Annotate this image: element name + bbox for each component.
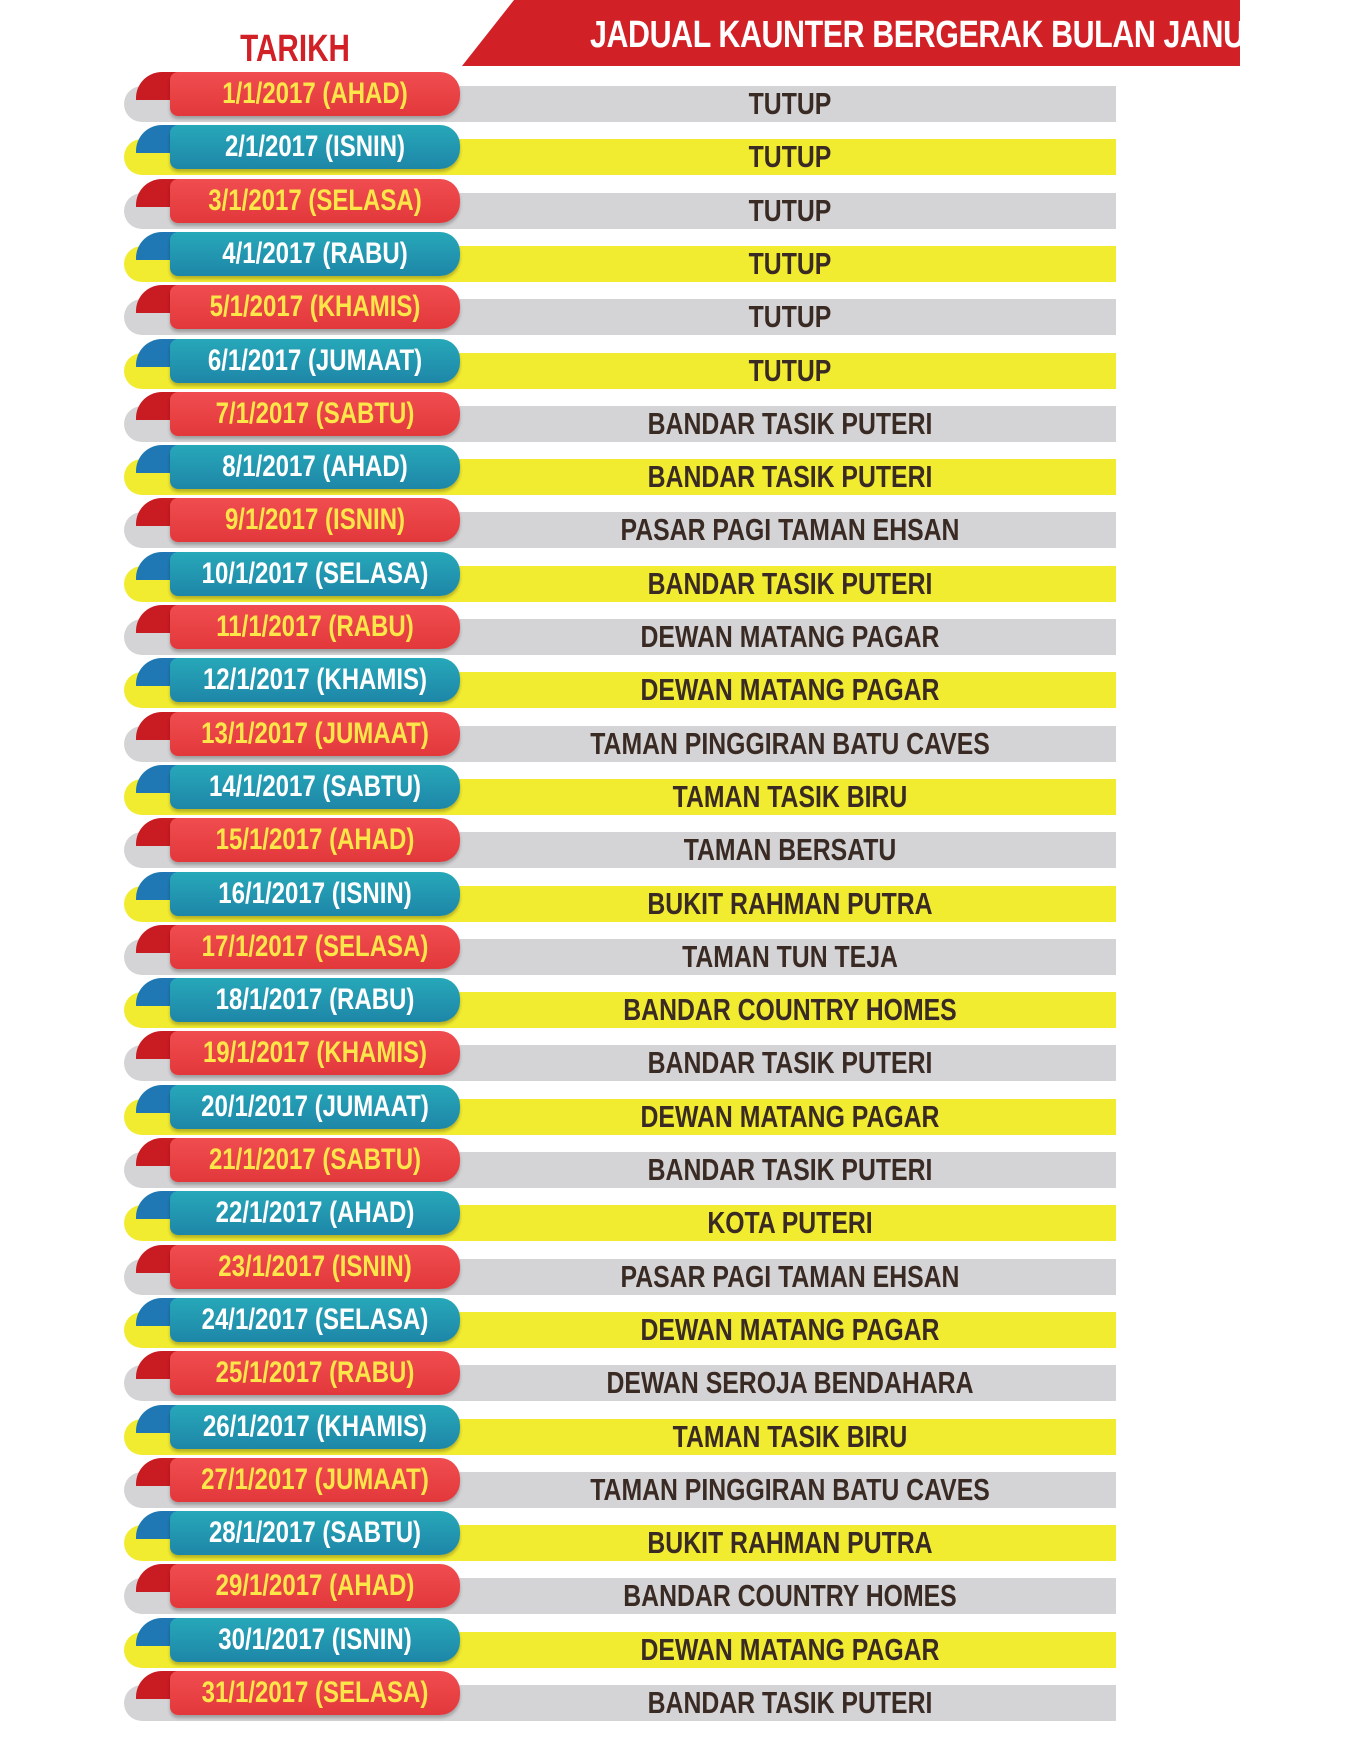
location-label: TAMAN BERSATU: [683, 832, 897, 868]
location-label: TAMAN PINGGIRAN BATU CAVES: [590, 1471, 990, 1507]
date-label: 21/1/2017 (SABTU): [208, 1143, 422, 1176]
location-label: BANDAR COUNTRY HOMES: [623, 992, 957, 1028]
location-label: BANDAR TASIK PUTERI: [647, 565, 933, 601]
location-label: TUTUP: [748, 139, 832, 175]
schedule-row: [0, 283, 1240, 336]
location-label: TUTUP: [748, 352, 832, 388]
location-label: BANDAR TASIK PUTERI: [647, 459, 933, 495]
date-label: 22/1/2017 (AHAD): [215, 1196, 415, 1230]
date-label: 7/1/2017 (SABTU): [215, 396, 415, 430]
schedule-row: [0, 550, 1240, 603]
date-label: 23/1/2017 (ISNIN): [218, 1249, 412, 1283]
schedule-row: [0, 123, 1240, 176]
date-label: 27/1/2017 (JUMAAT): [201, 1462, 429, 1496]
location-label: DEWAN MATANG PAGAR: [640, 1631, 940, 1667]
date-label: 3/1/2017 (SELASA): [208, 183, 422, 217]
location-label: TAMAN TUN TEJA: [682, 938, 898, 974]
schedule-row: [0, 1083, 1240, 1136]
location-label: TAMAN TASIK BIRU: [672, 778, 908, 814]
date-label: 30/1/2017 (ISNIN): [218, 1622, 412, 1656]
date-label: 8/1/2017 (AHAD): [222, 450, 408, 484]
location-label: TUTUP: [748, 245, 832, 281]
location-label: BUKIT RAHMAN PUTRA: [647, 885, 933, 921]
schedule-row: [0, 337, 1240, 390]
location-label: PASAR PAGI TAMAN EHSAN: [620, 1258, 960, 1294]
date-label: 2/1/2017 (ISNIN): [224, 130, 406, 164]
schedule-row: [0, 870, 1240, 923]
date-label: 11/1/2017 (RABU): [216, 610, 414, 643]
schedule-row: [0, 923, 1240, 976]
location-label: BANDAR TASIK PUTERI: [647, 1045, 933, 1081]
schedule-row: [0, 496, 1240, 549]
schedule-row: [0, 816, 1240, 869]
schedule-row: [0, 443, 1240, 496]
schedule-row: [0, 1296, 1240, 1349]
location-label: DEWAN MATANG PAGAR: [640, 619, 940, 654]
date-label: 16/1/2017 (ISNIN): [218, 876, 412, 910]
location-label: KOTA PUTERI: [707, 1205, 873, 1241]
location-label: BANDAR TASIK PUTERI: [647, 405, 933, 441]
schedule-row: [0, 1509, 1240, 1562]
location-label: DEWAN SEROJA BENDAHARA: [606, 1365, 974, 1401]
location-label: BUKIT RAHMAN PUTRA: [647, 1525, 933, 1561]
location-label: DEWAN MATANG PAGAR: [640, 672, 940, 708]
date-label: 28/1/2017 (SABTU): [208, 1516, 422, 1550]
schedule-row: [0, 1456, 1240, 1509]
date-label: 15/1/2017 (AHAD): [215, 823, 415, 857]
page-title: JADUAL KAUNTER BERGERAK BULAN JANUARI 2017: [590, 14, 1370, 56]
schedule-row: [0, 763, 1240, 816]
date-label: 29/1/2017 (AHAD): [215, 1569, 415, 1603]
schedule-row: [0, 1136, 1240, 1189]
schedule-row: [0, 1189, 1240, 1242]
date-label: 14/1/2017 (SABTU): [208, 769, 422, 803]
date-label: 5/1/2017 (KHAMIS): [209, 290, 421, 324]
date-label: 25/1/2017 (RABU): [215, 1356, 415, 1390]
schedule-row: [0, 710, 1240, 763]
location-label: BANDAR COUNTRY HOMES: [623, 1578, 957, 1614]
schedule-row: [0, 1029, 1240, 1082]
location-label: TUTUP: [748, 299, 832, 335]
schedule-row: [0, 976, 1240, 1029]
schedule-row: [0, 1562, 1240, 1615]
date-label: 17/1/2017 (SELASA): [201, 929, 429, 963]
location-label: BANDAR TASIK PUTERI: [647, 1152, 933, 1187]
location-label: DEWAN MATANG PAGAR: [640, 1311, 940, 1347]
date-label: 13/1/2017 (JUMAAT): [201, 716, 429, 750]
location-label: TUTUP: [748, 86, 832, 121]
location-label: TUTUP: [748, 192, 832, 228]
location-label: BANDAR TASIK PUTERI: [647, 1685, 933, 1720]
date-label: 10/1/2017 (SELASA): [201, 556, 429, 590]
schedule-row: [0, 230, 1240, 283]
date-label: 9/1/2017 (ISNIN): [224, 503, 406, 537]
date-label: 18/1/2017 (RABU): [215, 983, 415, 1017]
date-label: 1/1/2017 (AHAD): [222, 77, 408, 110]
schedule-row: [0, 1616, 1240, 1669]
date-column-header: TARIKH: [240, 28, 350, 70]
schedule-row: [0, 177, 1240, 230]
location-label: DEWAN MATANG PAGAR: [640, 1098, 940, 1134]
schedule-row: [0, 1669, 1240, 1722]
date-label: 6/1/2017 (JUMAAT): [207, 343, 423, 377]
location-label: PASAR PAGI TAMAN EHSAN: [620, 512, 960, 548]
schedule-row: [0, 1403, 1240, 1456]
date-label: 24/1/2017 (SELASA): [201, 1302, 429, 1336]
date-label: 19/1/2017 (KHAMIS): [202, 1036, 428, 1070]
schedule-row: [0, 656, 1240, 709]
schedule-row: [0, 603, 1240, 656]
date-label: 26/1/2017 (KHAMIS): [202, 1409, 428, 1443]
schedule-row: [0, 1243, 1240, 1296]
schedule-row: [0, 70, 1240, 123]
date-label: 31/1/2017 (SELASA): [201, 1676, 429, 1709]
location-label: TAMAN PINGGIRAN BATU CAVES: [590, 725, 990, 761]
date-label: 12/1/2017 (KHAMIS): [202, 663, 428, 697]
schedule-row: [0, 1349, 1240, 1402]
location-label: TAMAN TASIK BIRU: [672, 1418, 908, 1454]
date-label: 4/1/2017 (RABU): [222, 236, 408, 270]
date-label: 20/1/2017 (JUMAAT): [201, 1089, 429, 1123]
schedule-row: [0, 390, 1240, 443]
